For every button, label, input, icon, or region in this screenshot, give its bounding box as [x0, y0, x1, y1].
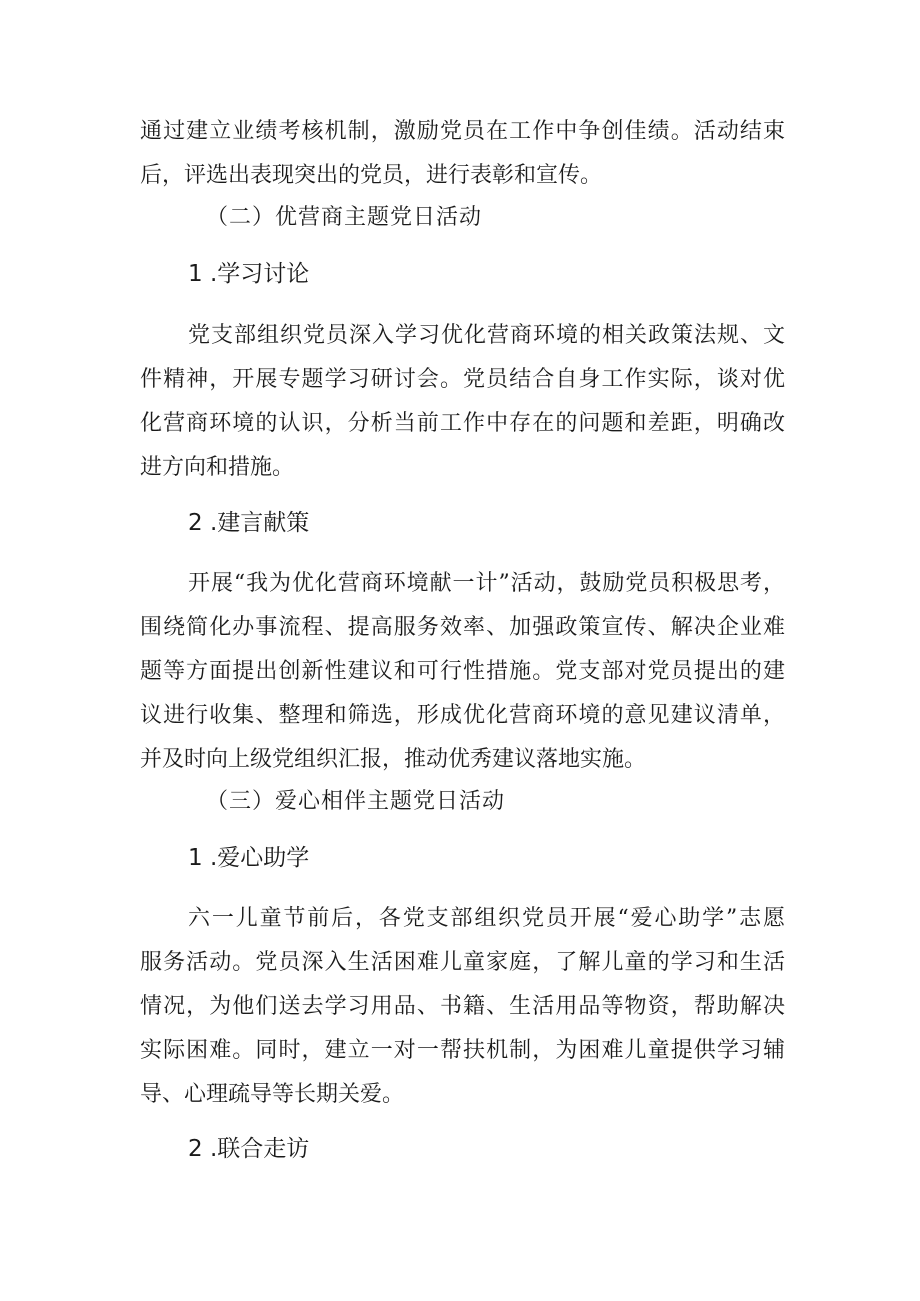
section-2-item-1-title: 1 .学习讨论	[188, 261, 310, 287]
section-2-item-2-line-4: 议进行收集、整理和筛选，形成优化营商环境的意见建议清单，	[140, 703, 785, 728]
section-3-item-1-line-2: 服务活动。党员深入生活困难儿童家庭，了解儿童的学习和生活	[140, 950, 785, 975]
section-3-item-1-line-3: 情况，为他们送去学习用品、书籍、生活用品等物资，帮助解决	[140, 994, 785, 1019]
section-2-item-2-line-2: 围绕简化办事流程、提高服务效率、加强政策宣传、解决企业难	[140, 615, 785, 640]
section-2-item-2-line-3: 题等方面提出创新性建议和可行性措施。党支部对党员提出的建	[140, 659, 785, 684]
intro-line-2: 后，评选出表现突出的党员，进行表彰和宣传。	[140, 163, 603, 188]
section-3-item-2-title: 2 .联合走访	[188, 1136, 310, 1162]
section-2-item-1-line-4: 进方向和措施。	[140, 455, 295, 480]
section-3-item-1-title: 1 .爱心助学	[188, 845, 310, 871]
intro-line-1: 通过建立业绩考核机制，激励党员在工作中争创佳绩。活动结束	[140, 119, 785, 144]
section-2-item-1-line-2: 件精神，开展专题学习研讨会。党员结合自身工作实际，谈对优	[140, 367, 785, 392]
section-2-title: （二）优营商主题党日活动	[206, 205, 483, 230]
section-2-item-2-line-1: 开展“我为优化营商环境献一计”活动，鼓励党员积极思考，	[188, 571, 785, 596]
section-2-item-1-line-3: 化营商环境的认识，分析当前工作中存在的问题和差距，明确改	[140, 411, 785, 436]
section-3-item-1-line-4: 实际困难。同时，建立一对一帮扶机制，为困难儿童提供学习辅	[140, 1038, 785, 1063]
section-2-item-1-line-1: 党支部组织党员深入学习优化营商环境的相关政策法规、文	[188, 323, 785, 348]
section-3-item-1-line-1: 六一儿童节前后，各党支部组织党员开展“爱心助学”志愿	[188, 906, 785, 931]
section-3-title: （三）爱心相伴主题党日活动	[206, 789, 506, 814]
section-3-item-1-line-5: 导、心理疏导等长期关爱。	[140, 1082, 405, 1107]
section-2-item-2-line-5: 并及时向上级党组织汇报，推动优秀建议落地实施。	[140, 747, 647, 772]
section-2-item-2-title: 2 .建言献策	[188, 510, 310, 536]
